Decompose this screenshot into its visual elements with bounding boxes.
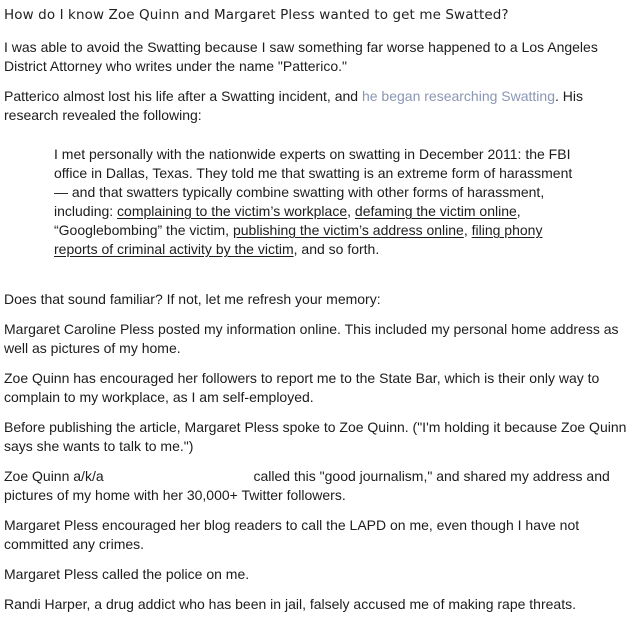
defaming-link[interactable]: defaming the victim online [354,203,517,219]
workplace-link[interactable]: complaining to the victim’s workplace [117,203,348,219]
paragraph-good-journalism-after: called this "good journalism," and shared my address and pictures of my home with her 30,000+ Twitter followers. [4,468,610,503]
paragraph-research-text-after: . His research revealed the following: [4,88,583,123]
paragraph-patterico-intro: I was able to avoid the Swatting because I saw something far worse happened to a Los Angeles District Attorney who writes under the name "Patterico." [4,39,598,74]
paragraph-lapd: Margaret Pless encouraged her blog readers to call the LAPD on me, even though I have not committed any crimes. [4,517,580,552]
paragraph-research-text-before: Patterico almost lost his life after a Swatting incident, and [4,88,362,104]
address-online-link[interactable]: publishing the victim’s address online [232,222,464,238]
quote-text-2: , [347,203,355,219]
phony-reports-link[interactable]: filing phony reports of criminal activity by the victim [54,222,543,257]
paragraph-before-publishing: Before publishing the article, Margaret Pless spoke to Zoe Quinn. ("I'm holding it because Zoe Quinn says she wants to talk to me.") [4,419,627,454]
article-body [4,6,630,625]
fbi-quote-block [54,145,584,259]
paragraph-good-journalism [4,467,630,505]
quote-text-3: , “Googlebombing” the victim, [54,203,521,238]
quote-text-4: , [463,222,472,238]
researching-swatting-link[interactable]: he began researching Swatting [361,88,555,104]
article-heading: How do I know Zoe Quinn and Margaret Pless wanted to get me Swatted? [4,7,509,23]
paragraph-randi-harper: Randi Harper, a drug addict who has been in jail, falsely accused me of making rape threats. [4,596,576,612]
paragraph-familiar: Does that sound familiar? If not, let me refresh your memory: [4,291,381,307]
paragraph-state-bar: Zoe Quinn has encouraged her followers to report me to the State Bar, which is their only way to complain to my workplace, as I am self-employed. [4,370,600,405]
paragraph-police: Margaret Pless called the police on me. [4,566,250,582]
paragraph-research [4,87,630,125]
paragraph-pless-posted: Margaret Caroline Pless posted my information online. This included my personal home address as well as pictures of my home. [4,321,619,356]
quote-text-5: , and so forth. [293,241,380,257]
paragraph-good-journalism-before: Zoe Quinn a/k/a [4,468,104,484]
quote-text-1: I met personally with the nationwide experts on swatting in December 2011: the FBI office in Dallas, Texas. They told me that swatting is an extreme form of harassment — and that swatters typically combine swatting with other forms of harassment, including: [54,146,573,219]
